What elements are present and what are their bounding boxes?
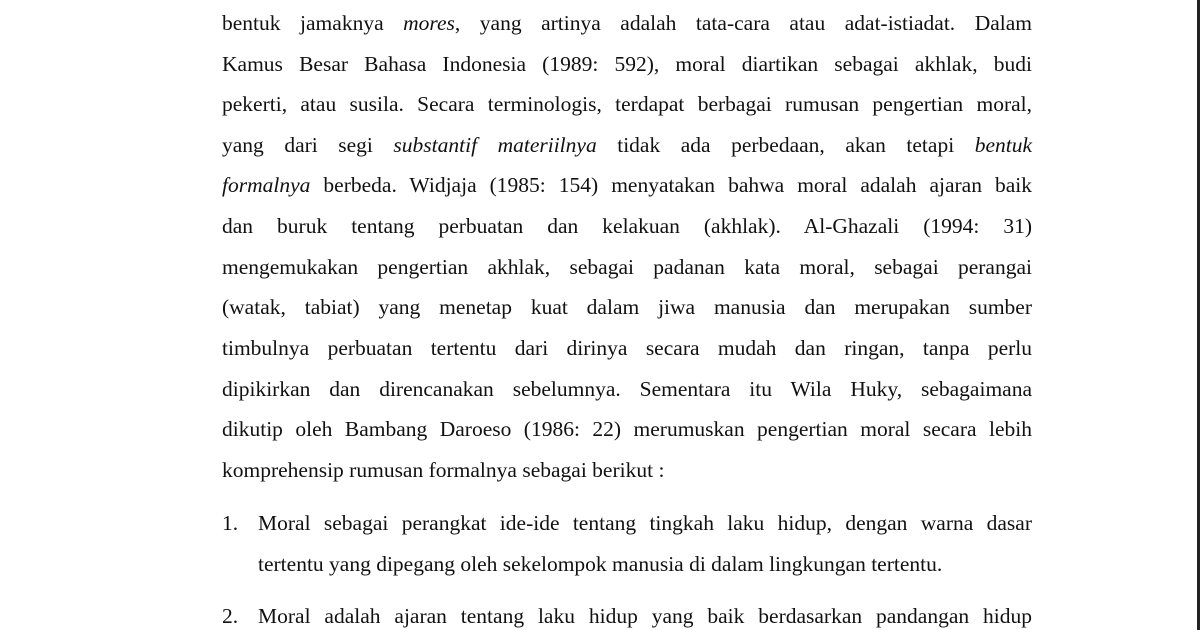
paragraph-line-11: dikutip oleh Bambang Daroeso (1986: 22) merumuskan pengertian moral secara lebih: [222, 417, 1032, 441]
paragraph-line-1: [222, 13, 1032, 35]
list-number: 2.: [222, 604, 239, 628]
italic-term-formalnya: formalnya: [222, 173, 311, 197]
list-item-line-1: Moral sebagai perangkat ide-ide tentang tingkah laku hidup, dengan warna dasar: [258, 511, 1032, 535]
paragraph-line-4: [222, 135, 1032, 157]
text-run: , yang artinya adalah tata-cara atau adat-istiadat. Dalam: [454, 11, 1032, 35]
list-item-line-2: tertentu yang dipegang oleh sekelompok manusia di dalam lingkungan tertentu.: [258, 552, 943, 576]
text-run: bentuk jamaknya: [222, 11, 404, 35]
paragraph-line-6: dan buruk tentang perbuatan dan kelakuan (akhlak). Al-Ghazali (1994: 31): [222, 214, 1032, 238]
paragraph-line-8: (watak, tabiat) yang menetap kuat dalam jiwa manusia dan merupakan sumber: [222, 295, 1032, 319]
list-item-line-1: Moral adalah ajaran tentang laku hidup yang baik berdasarkan pandangan hidup: [258, 604, 1032, 628]
paragraph-line-2: Kamus Besar Bahasa Indonesia (1989: 592), moral diartikan sebagai akhlak, budi: [222, 52, 1032, 76]
paragraph-line-7: mengemukakan pengertian akhlak, sebagai padanan kata moral, sebagai perangai: [222, 255, 1032, 279]
text-run: berbeda. Widjaja (1985: 154) menyatakan bahwa moral adalah ajaran baik: [310, 173, 1032, 197]
italic-term-mores: mores: [403, 11, 455, 35]
paragraph-line-12: komprehensip rumusan formalnya sebagai berikut :: [222, 458, 665, 482]
italic-term-substantif: substantif materiilnya: [393, 133, 597, 157]
text-run: tidak ada perbedaan, akan tetapi: [596, 133, 975, 157]
paragraph-line-5: [222, 175, 1032, 197]
italic-term-bentuk: bentuk: [974, 133, 1033, 157]
text-run: yang dari segi: [222, 133, 394, 157]
paragraph-line-9: timbulnya perbuatan tertentu dari dirinya secara mudah dan ringan, tanpa perlu: [222, 336, 1032, 360]
paragraph-line-3: pekerti, atau susila. Secara terminologis, terdapat berbagai rumusan pengertian moral,: [222, 92, 1032, 116]
paragraph-line-10: dipikirkan dan direncanakan sebelumnya. Sementara itu Wila Huky, sebagaimana: [222, 377, 1032, 401]
list-number: 1.: [222, 511, 239, 535]
